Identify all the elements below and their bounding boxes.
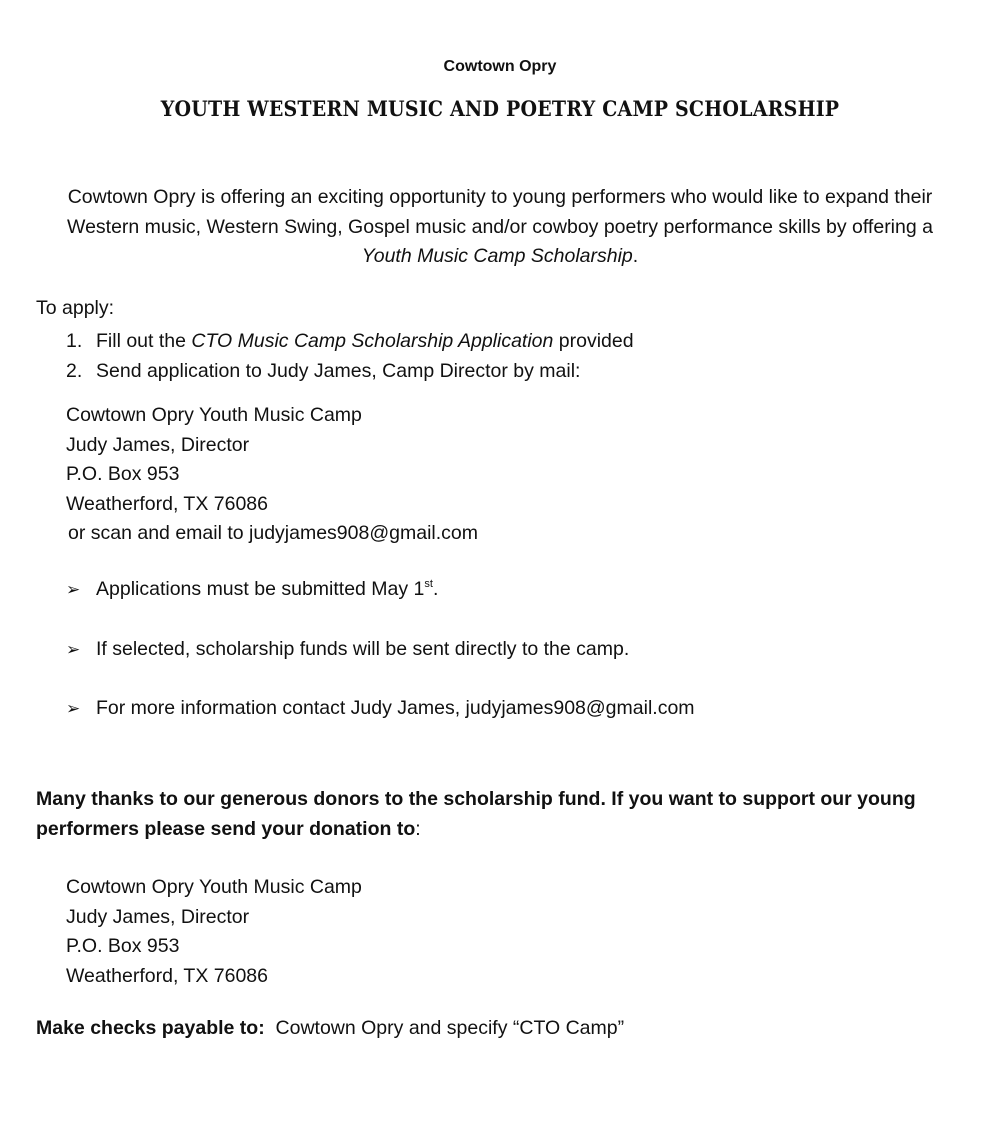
step-number: 1. xyxy=(66,330,83,352)
address-line: P.O. Box 953 xyxy=(66,463,180,485)
thanks-paragraph xyxy=(36,785,966,844)
address-line: Cowtown Opry Youth Music Camp xyxy=(66,404,362,426)
step-text: Send application to Judy James, Camp Director by mail: xyxy=(96,359,581,382)
checks-label: Make checks payable to: xyxy=(36,1017,265,1039)
organization-name: Cowtown Opry xyxy=(443,58,557,75)
step-number: 2. xyxy=(66,359,83,382)
application-name: CTO Music Camp Scholarship Application xyxy=(191,330,554,352)
arrow-bullet-icon: ➢ xyxy=(66,580,81,599)
bullet-text-end: . xyxy=(432,578,439,600)
arrow-bullet-icon: ➢ xyxy=(66,699,81,718)
bullet-text: Applications must be submitted May 1 xyxy=(96,578,425,600)
checks-text: Cowtown Opry and specify “CTO Camp” xyxy=(264,1017,625,1039)
address-line: Cowtown Opry Youth Music Camp xyxy=(66,876,362,898)
step-item-1 xyxy=(66,327,634,357)
page-title: YOUTH WESTERN MUSIC AND POETRY CAMP SCHOLARSHIP xyxy=(160,96,840,122)
thanks-end: : xyxy=(415,817,421,840)
intro-end: . xyxy=(632,245,639,267)
thanks-text: Many thanks to our generous donors to the scholarship fund. If you want to support our young performers please send your donation to xyxy=(36,788,916,840)
bullet-funds xyxy=(66,638,629,661)
intro-text: Cowtown Opry is offering an exciting opportunity to young performers who would like to expand their Western music, Western Swing, Gospel music and/or cowboy poetry performance skills by offering a xyxy=(67,186,933,238)
mail-address xyxy=(66,401,478,549)
intro-paragraph xyxy=(40,183,960,272)
ordinal-suffix: st xyxy=(424,578,433,590)
checks-payable-line xyxy=(36,1017,624,1040)
bullet-text: If selected, scholarship funds will be sent directly to the camp. xyxy=(96,638,630,660)
step-text: Fill out the xyxy=(96,330,192,352)
apply-label: To apply: xyxy=(36,297,115,319)
address-line: Weatherford, TX 76086 xyxy=(66,492,268,515)
email-instruction: or scan and email to judyjames908@gmail.com xyxy=(68,522,478,544)
arrow-bullet-icon: ➢ xyxy=(66,640,81,659)
intro-italic: Youth Music Camp Scholarship xyxy=(361,245,633,267)
step-item-2 xyxy=(66,357,634,387)
address-line: Judy James, Director xyxy=(66,433,250,456)
bullet-contact xyxy=(66,697,695,720)
address-line: Judy James, Director xyxy=(66,905,250,928)
apply-steps xyxy=(66,327,634,386)
step-text-end: provided xyxy=(553,330,634,352)
bullet-deadline xyxy=(66,578,438,601)
address-line: P.O. Box 953 xyxy=(66,935,180,957)
bullet-text: For more information contact Judy James, judyjames908@gmail.com xyxy=(96,697,695,719)
address-line: Weatherford, TX 76086 xyxy=(66,964,268,987)
donation-address xyxy=(66,873,362,991)
